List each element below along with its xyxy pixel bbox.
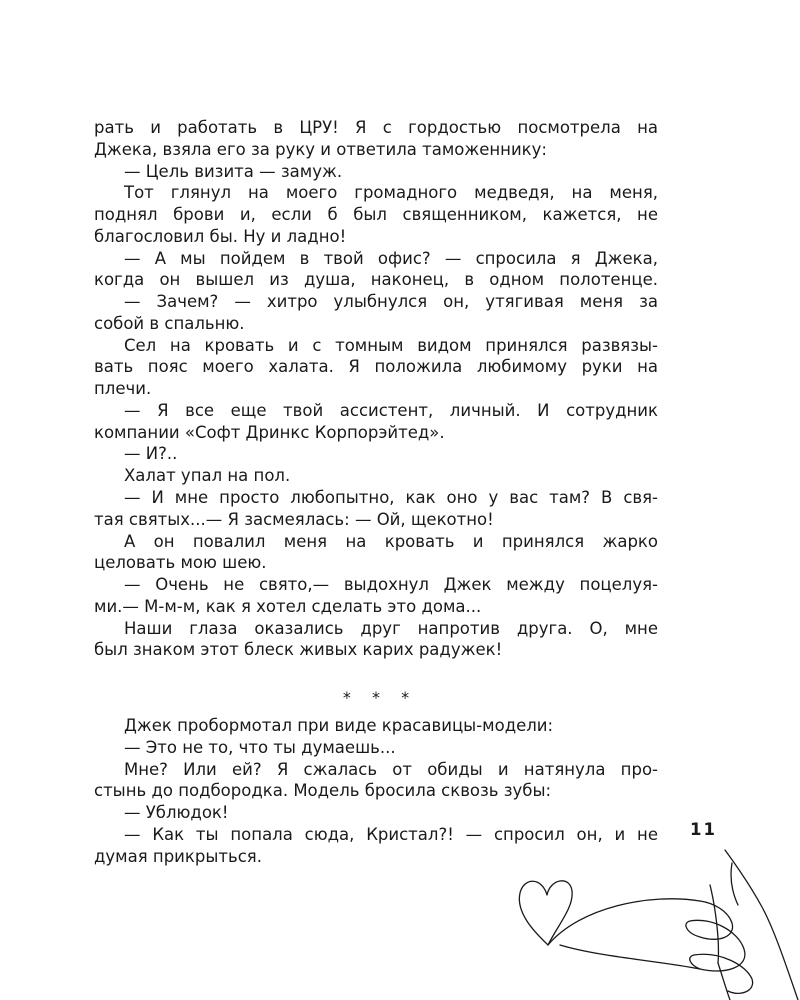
text-block-1 bbox=[94, 117, 658, 661]
text-line: Мне? Или ей? Я сжалась от обиды и натянула про- bbox=[124, 759, 658, 779]
text-line: компании «Софт Дринкс Корпорэйтед». bbox=[94, 422, 445, 442]
hand-heart-doodle-icon bbox=[500, 845, 800, 1000]
text-line: Сел на кровать и с томным видом принялся развязы- bbox=[124, 335, 658, 355]
text-line: рать и работать в ЦРУ! Я с гордостью посмотрела на bbox=[94, 118, 658, 137]
text-line: плечи. bbox=[94, 379, 152, 399]
text-line: тая святых...— Я засмеялась: — Ой, щекотно! bbox=[94, 509, 494, 529]
text-line: Джек пробормотал при виде красавицы-модели: bbox=[124, 716, 554, 735]
text-line: когда он вышел из душа, наконец, в одном полотенце. bbox=[94, 270, 658, 290]
text-line: — Очень не свято,— выдохнул Джек между поцелуя- bbox=[124, 575, 658, 595]
scene-separator: * * * bbox=[342, 688, 418, 707]
text-line: Джека, взяла его за руку и ответила таможеннику: bbox=[94, 139, 547, 159]
text-line: — Как ты попала сюда, Кристал?! — спросил он, и не bbox=[124, 824, 658, 844]
text-line: целовать мою шею. bbox=[94, 553, 267, 573]
text-line: поднял брови и, если б был священником, кажется, не bbox=[94, 205, 658, 225]
text-line: собой в спальню. bbox=[94, 313, 245, 333]
text-line: вать пояс моего халата. Я положила любимому руки на bbox=[94, 357, 658, 377]
text-line: А он повалил меня на кровать и принялся жарко bbox=[124, 531, 658, 551]
text-line: — Цель визита — замуж. bbox=[124, 161, 343, 181]
text-line: думая прикрыться. bbox=[94, 846, 262, 866]
text-line: Наши глаза оказались друг напротив друга. О, мне bbox=[124, 618, 658, 638]
text-line: ми.— М-м-м, как я хотел сделать это дома... bbox=[94, 596, 482, 616]
text-line: — И?.. bbox=[124, 444, 178, 464]
text-line: — Это не то, что ты думаешь... bbox=[124, 737, 396, 757]
text-line: Тот глянул на моего громадного медведя, на меня, bbox=[124, 183, 658, 203]
text-line: благословил бы. Ну и ладно! bbox=[94, 226, 347, 246]
text-line: — А мы пойдем в твой офис? — спросила я Джека, bbox=[124, 248, 658, 268]
text-line: стынь до подбородка. Модель бросила сквозь зубы: bbox=[94, 781, 552, 801]
text-line: — Я все еще твой ассистент, личный. И сотрудник bbox=[124, 400, 658, 420]
text-line: — Ублюдок! bbox=[124, 803, 229, 823]
page-number: 11 bbox=[690, 820, 717, 839]
text-line: был знаком этот блеск живых карих радужек! bbox=[94, 640, 503, 660]
text-line: Халат упал на пол. bbox=[124, 466, 291, 486]
text-line: — Зачем? — хитро улыбнулся он, утягивая меня за bbox=[124, 292, 658, 312]
text-line: — И мне просто любопытно, как оно у вас там? В свя- bbox=[124, 488, 658, 508]
